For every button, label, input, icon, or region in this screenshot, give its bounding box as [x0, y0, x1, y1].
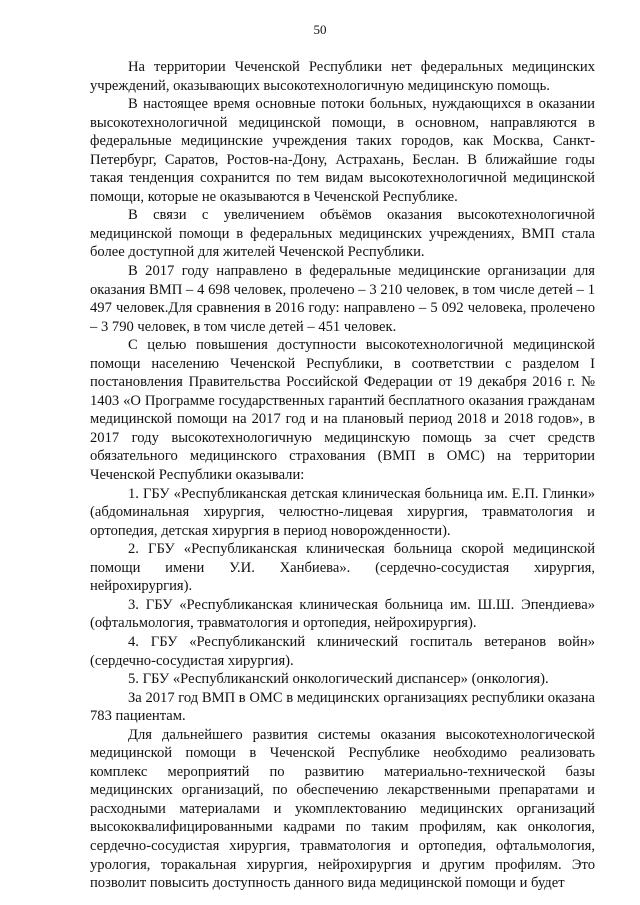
- paragraph-vmp-accessibility: В связи с увеличением объёмов оказания высокотехнологичной медицинской помощи в федеральных медицинских учреждениях, ВМП стала более доступной для жителей Чеченской Республики.: [90, 207, 595, 261]
- list-item-provider-3: 3. ГБУ «Республиканская клиническая больница им. Ш.Ш. Эпендиева» (офтальмология, травматология и ортопедия, нейрохирургия).: [90, 596, 595, 632]
- paragraph-development-plan: Для дальнейшего развития системы оказания высокотехнологической медицинской помощи в Чеченской Республике необходимо реализовать комплекс мероприятий по развитию материально-технической базы медицинских организаций, по обеспечению лекарственными препаратами и расходными материалами и укомплектованию медицинских организаций высококвалифицированными кадрами по таким профилям, как онкология, сердечно-сосудистая хирургия, травматология и ортопедия, офтальмология, урология, торакальная хирургия, нейрохирургия и другим профилям. Это позволит повысить доступность данного вида медицинской помощи и будет: [90, 726, 595, 892]
- paragraph-oms-providers-intro: С целью повышения доступности высокотехнологичной медицинской помощи населению Чеченской Республики, в соответствии с разделом I постановления Правительства Российской Федерации от 19 декабря 2016 г. № 1403 «О Программе государственных гарантий бесплатного оказания гражданам медицинской помощи на 2017 год и на плановый период 2018 и 2018 годов», в 2017 году высокотехнологичную медицинскую помощь за счет средств обязательного медицинского страхования (ВМП в ОМС) на территории Чеченской Республики оказывали:: [90, 337, 595, 484]
- page-number: 50: [313, 22, 327, 37]
- paragraph-no-federal-institutions: На территории Чеченской Республики нет федеральных медицинских учреждений, оказывающих высокотехнологичную медицинскую помощь.: [90, 59, 595, 94]
- paragraph-2017-statistics: В 2017 году направлено в федеральные медицинские организации для оказания ВМП – 4 698 человек, пролечено – 3 210 человек, в том числе детей – 1 497 человек.Для сравнения в 2016 году: направлено – 5 092 человека, пролечено – 3 790 человек, в том числе детей – 451 человек.: [90, 263, 595, 335]
- paragraph-patient-flows: В настоящее время основные потоки больных, нуждающихся в оказании высокотехнологичной медицинской помощи, в основном, направляются в федеральные медицинские учреждения таких городов, как Москва, Санкт-Петербург, Саратов, Ростов-на-Дону, Астрахань, Беслан. В ближайшие годы такая тенденция сохранится по тем видам высокотехнологичной медицинской помощи, которые не оказываются в Чеченской Республике.: [90, 96, 595, 205]
- list-item-provider-4: 4. ГБУ «Республиканский клинический госпиталь ветеранов войн» (сердечно-сосудистая хирургия).: [90, 633, 595, 669]
- document-body: [90, 58, 595, 893]
- list-item-provider-1: 1. ГБУ «Республиканская детская клиническая больница им. Е.П. Глинки» (абдоминальная хирургия, челюстно-лицевая хирургия, травматология и ортопедия, детская хирургия в период новорожденности).: [90, 485, 595, 539]
- paragraph-oms-2017-total: За 2017 год ВМП в ОМС в медицинских организациях республики оказана 783 пациентам.: [90, 689, 595, 725]
- list-item-provider-2: 2. ГБУ «Республиканская клиническая больница скорой медицинской помощи имени У.И. Ханбиева». (сердечно-сосудистая хирургия, нейрохирургия).: [90, 541, 595, 595]
- list-item-provider-5: 5. ГБУ «Республиканский онкологический диспансер» (онкология).: [128, 671, 549, 688]
